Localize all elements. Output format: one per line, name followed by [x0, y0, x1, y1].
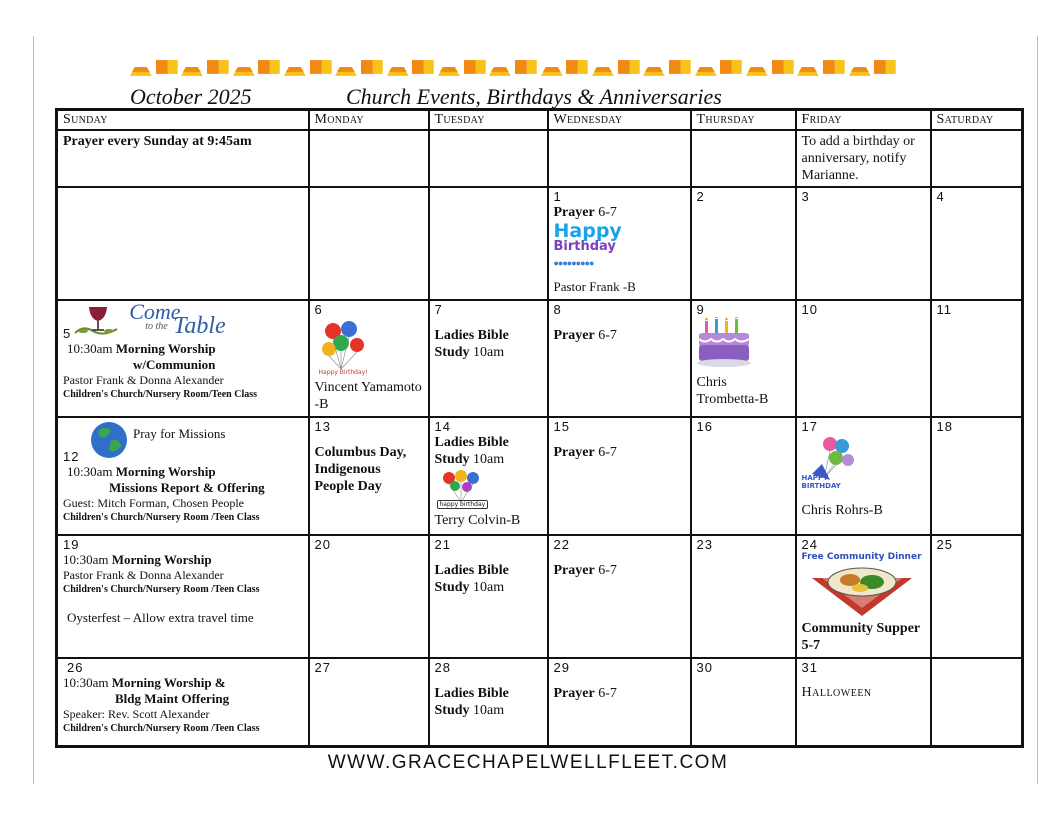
come-text: Come [129, 300, 181, 325]
day-number: 25 [936, 537, 953, 553]
candy-corn-icon [616, 54, 642, 78]
candy-corn-icon [385, 54, 411, 78]
holiday-label: Columbus Day, Indigenous People Day [314, 444, 407, 494]
candy-corn-icon [410, 54, 436, 78]
cell-oct-7 [429, 300, 548, 417]
header-wednesday: Wednesday [548, 110, 691, 131]
candy-corn-icon [128, 54, 154, 78]
cell-oct-9 [691, 300, 796, 417]
happy-birthday-graphic [553, 220, 685, 271]
candy-corn-icon [333, 54, 359, 78]
candy-corn-icon [744, 54, 770, 78]
cell-oct-18 [931, 417, 1023, 536]
cell-oct-23 [691, 535, 796, 658]
candy-corn-icon [667, 54, 693, 78]
candy-corn-icon [872, 54, 898, 78]
week-row-3 [57, 417, 1023, 536]
cell-oct-25 [931, 535, 1023, 658]
cell-notes-monday [309, 130, 429, 187]
candy-corn-icon [795, 54, 821, 78]
worship-label: Morning Worship [115, 341, 216, 357]
cell-oct-8 [548, 300, 691, 417]
worship-time: 10:30am [67, 341, 116, 357]
event-label: Ladies Bible Study [434, 685, 509, 718]
communion-cup-icon [73, 303, 119, 341]
day-number: 2 [696, 189, 705, 205]
day-number: 30 [696, 659, 713, 675]
community-supper-label: Community Supper 5-7 [801, 621, 920, 654]
cell-empty [309, 187, 429, 300]
cell-oct-12 [57, 417, 309, 536]
candy-corn-icon [462, 54, 488, 78]
cell-oct-14 [429, 417, 548, 536]
weekday-header-row [57, 110, 1023, 131]
day-number: 11 [936, 302, 952, 318]
prayer-label: Prayer [553, 685, 595, 701]
day-number: 20 [314, 537, 331, 553]
birthday-entry: Vincent Yamamoto -B [314, 380, 422, 413]
guest-line: Guest: Mitch Forman, Chosen People [63, 495, 244, 510]
candy-corn-icon [154, 54, 180, 78]
event-time: 10am [469, 451, 505, 467]
candy-corn-icon [564, 54, 590, 78]
candy-corn-icon [821, 54, 847, 78]
candy-corn-icon [539, 54, 565, 78]
day-number: 28 [434, 659, 451, 675]
candy-corn-icon [770, 54, 796, 78]
worship-label: Morning Worship [115, 463, 216, 479]
worship-label: Morning Worship [111, 552, 212, 568]
week-row-5 [57, 658, 1023, 747]
birthday-word: Birthday [553, 239, 616, 255]
oysterfest-note: Oysterfest – Allow extra travel time [67, 610, 254, 626]
cell-oct-27 [309, 658, 429, 747]
worship-label: Morning Worship & [111, 674, 226, 690]
candy-corn-icon [513, 54, 539, 78]
day-number: 18 [936, 418, 953, 434]
cell-notes-thursday [691, 130, 796, 187]
day-number: 7 [434, 302, 443, 318]
to-the-text: to the [145, 321, 168, 333]
hb-caption: HAPPY BIRTHDAY [801, 473, 841, 490]
day-number: 5 [63, 326, 72, 342]
cell-oct-20 [309, 535, 429, 658]
offering-label: Bldg Maint Offering [115, 690, 230, 706]
globe-icon [89, 420, 129, 460]
balloons-icon [315, 317, 375, 371]
cell-oct-11 [931, 300, 1023, 417]
pastor-line: Pastor Frank & Donna Alexander [63, 568, 224, 583]
header-friday: Friday [796, 110, 931, 131]
cell-oct-3 [796, 187, 931, 300]
day-number: 17 [801, 418, 818, 434]
worship-time: 10:30am [63, 552, 112, 568]
worship-time: 10:30am [67, 463, 116, 479]
day-number: 21 [434, 537, 451, 553]
day-number: 6 [314, 302, 323, 318]
cell-oct-10 [796, 300, 931, 417]
prayer-label: Prayer [553, 328, 595, 344]
day-number: 24 [801, 537, 818, 553]
prayer-time: 6-7 [594, 205, 617, 221]
prayer-label: Prayer [553, 563, 595, 579]
day-number: 13 [314, 418, 331, 434]
month-title: October 2025 [130, 84, 252, 109]
day-number: 22 [553, 537, 570, 553]
children-church-line: Children's Church/Nursery Room /Teen Class [63, 584, 260, 596]
header-thursday: Thursday [691, 110, 796, 131]
prayer-time: 6-7 [594, 563, 617, 579]
candy-corn-icon [282, 54, 308, 78]
children-church-line: Children's Church/Nursery Room /Teen Class [63, 511, 260, 523]
event-label: Ladies Bible Study [434, 563, 509, 596]
cell-oct-22 [548, 535, 691, 658]
cell-notes-wednesday [548, 130, 691, 187]
come-to-the-table-logo [73, 301, 233, 341]
cell-oct-17 [796, 417, 931, 536]
communion-label: w/Communion [133, 357, 216, 373]
header-monday: Monday [309, 110, 429, 131]
dinner-caption: Free Community Dinner [801, 552, 922, 563]
week-row-4 [57, 535, 1023, 658]
balloons-icon [435, 468, 495, 502]
day-number: 15 [553, 418, 570, 434]
prayer-note: Prayer every Sunday at 9:45am [63, 134, 252, 150]
candy-corn-icon [487, 54, 513, 78]
cell-oct-19 [57, 535, 309, 658]
candy-corn-icon [693, 54, 719, 78]
candy-corn-icon [847, 54, 873, 78]
cell-notes-friday [796, 130, 931, 187]
page-left-rule [33, 36, 34, 784]
halloween-label: Halloween [801, 684, 872, 700]
candy-corn-icon [256, 54, 282, 78]
balloons-caption: Happy Birthday! [318, 369, 368, 377]
children-church-line: Children's Church/Nursery Room/Teen Class [63, 389, 258, 401]
cell-notes-saturday [931, 130, 1023, 187]
cell-oct-21 [429, 535, 548, 658]
cell-oct-30 [691, 658, 796, 747]
children-church-line: Children's Church/Nursery Room /Teen Class [63, 722, 260, 734]
calendar-title: Church Events, Birthdays & Anniversaries [346, 84, 722, 109]
day-number: 16 [696, 418, 713, 434]
birthday-entry: Pastor Frank -B [553, 279, 636, 295]
day-number: 4 [936, 189, 945, 205]
birthday-entry: Chris Trombetta-B [696, 375, 769, 408]
event-time: 10am [469, 702, 505, 718]
confetti-dots-icon: ●●●●●●●●● [553, 258, 594, 269]
birthday-balloons-graphic [315, 317, 375, 379]
page-right-rule [1037, 36, 1038, 784]
cell-notes-sunday [57, 130, 309, 187]
prayer-time: 6-7 [594, 685, 617, 701]
prayer-time: 6-7 [594, 328, 617, 344]
cell-oct-5 [57, 300, 309, 417]
event-label: Ladies Bible Study [434, 434, 509, 467]
candy-corn-icon [205, 54, 231, 78]
day-number: 10 [801, 302, 818, 318]
website-url: WWW.GRACECHAPELWELLFLEET.COM [327, 752, 729, 773]
header-tuesday: Tuesday [429, 110, 548, 131]
table-text: Table [173, 313, 226, 340]
cell-oct-13 [309, 417, 429, 536]
cell-oct-16 [691, 417, 796, 536]
missions-caption: Pray for Missions [133, 425, 226, 441]
cell-oct-28 [429, 658, 548, 747]
worship-time: 10:30am [63, 674, 112, 690]
day-number: 31 [801, 659, 818, 675]
cell-oct-15 [548, 417, 691, 536]
cell-empty [931, 658, 1023, 747]
cell-oct-24 [796, 535, 931, 658]
cell-oct-26 [57, 658, 309, 747]
day-number: 14 [434, 418, 451, 434]
day-number: 8 [553, 302, 562, 318]
event-time: 10am [469, 345, 505, 361]
birthday-entry: Chris Rohrs-B [801, 502, 883, 518]
cell-notes-tuesday [429, 130, 548, 187]
day-number: 29 [553, 659, 570, 675]
happy-birthday-balloons-graphic [802, 434, 868, 500]
day-number: 9 [696, 302, 705, 318]
missions-report-label: Missions Report & Offering [109, 479, 265, 495]
day-number: 3 [801, 189, 810, 205]
cell-oct-29 [548, 658, 691, 747]
cell-oct-4 [931, 187, 1023, 300]
birthday-notice: To add a birthday or anniversary, notify Marianne. [801, 134, 915, 184]
candy-corn-icon [590, 54, 616, 78]
day-number: 1 [553, 189, 562, 205]
candy-corn-icon [359, 54, 385, 78]
day-number: 12 [63, 448, 80, 464]
day-number: 19 [63, 537, 80, 553]
dinner-plate-icon [802, 564, 922, 618]
happy-word: Happy [553, 220, 622, 243]
prayer-label: Prayer [553, 205, 595, 221]
candy-corn-border [128, 54, 898, 80]
event-label: Ladies Bible Study [434, 328, 509, 361]
cell-oct-1 [548, 187, 691, 300]
week-row-1 [57, 187, 1023, 300]
day-number: 27 [314, 659, 331, 675]
birthday-entry: Terry Colvin-B [434, 512, 521, 528]
speaker-line: Speaker: Rev. Scott Alexander [63, 706, 210, 721]
birthday-cake-icon [697, 317, 755, 369]
day-number: 26 [67, 659, 84, 675]
cell-empty [57, 187, 309, 300]
pastor-line: Pastor Frank & Donna Alexander [63, 373, 224, 388]
header-sunday: Sunday [57, 110, 309, 131]
notes-row [57, 130, 1023, 187]
community-dinner-graphic [802, 552, 924, 620]
hb-caption: happy birthday [437, 500, 489, 509]
candy-corn-icon [308, 54, 334, 78]
candy-corn-icon [231, 54, 257, 78]
candy-corn-icon [436, 54, 462, 78]
prayer-label: Prayer [553, 444, 595, 460]
cell-oct-6 [309, 300, 429, 417]
candy-corn-icon [718, 54, 744, 78]
header-saturday: Saturday [931, 110, 1023, 131]
cell-oct-2 [691, 187, 796, 300]
candy-corn-icon [641, 54, 667, 78]
event-time: 10am [469, 580, 505, 596]
calendar-grid [55, 108, 1024, 748]
week-row-2 [57, 300, 1023, 417]
cell-empty [429, 187, 548, 300]
cell-oct-31 [796, 658, 931, 747]
candy-corn-icon [179, 54, 205, 78]
small-balloons-graphic [435, 468, 495, 512]
prayer-time: 6-7 [594, 444, 617, 460]
day-number: 23 [696, 537, 713, 553]
